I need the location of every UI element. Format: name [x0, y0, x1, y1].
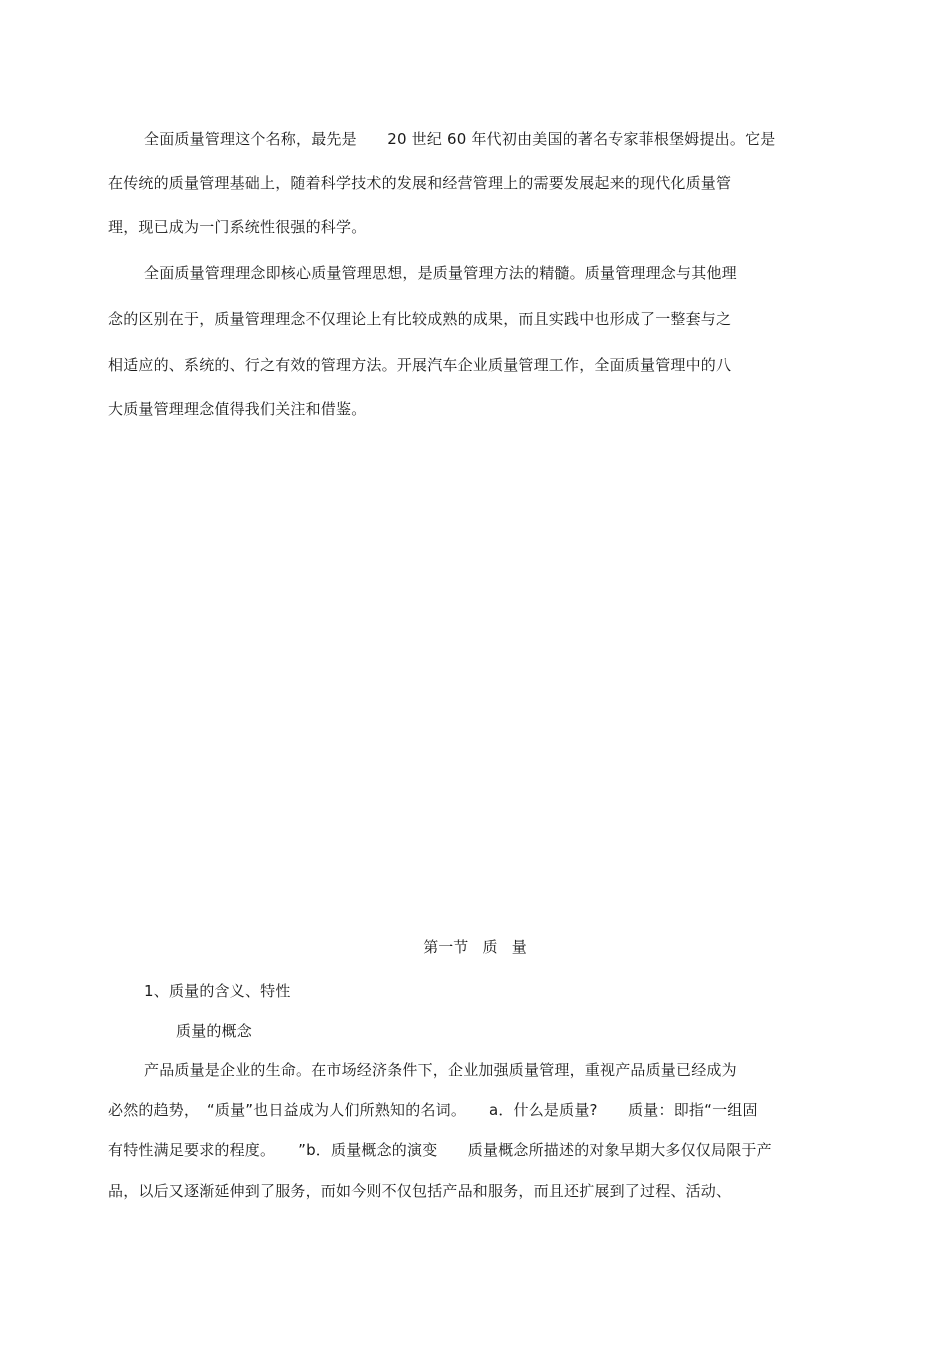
- paragraph-3-line-2: 必然的趋势， “质量”也日益成为人们所熟知的名词。 a．什么是质量? 质量：即指“一组固: [108, 1101, 758, 1119]
- paragraph-2-line-1: 全面质量管理理念即核心质量管理思想，是质量管理方法的精髓。质量管理理念与其他理: [144, 264, 737, 282]
- paragraph-2-line-2: 念的区别在于，质量管理理念不仅理论上有比较成熟的成果，而且实践中也形成了一整套与之: [108, 310, 732, 328]
- section-subheading: 1、质量的含义、特性: [144, 982, 291, 1000]
- paragraph-3-line-3: 有特性满足要求的程度。 ”b．质量概念的演变 质量概念所描述的对象早期大多仅仅局限于产: [108, 1141, 772, 1159]
- paragraph-1-line-2: 在传统的质量管理基础上，随着科学技术的发展和经营管理上的需要发展起来的现代化质量管: [108, 174, 732, 192]
- paragraph-3-line-4: 品，以后又逐渐延伸到了服务，而如今则不仅包括产品和服务，而且还扩展到了过程、活动、: [108, 1182, 732, 1200]
- paragraph-3-line-1: 产品质量是企业的生命。在市场经济条件下，企业加强质量管理，重视产品质量已经成为: [144, 1061, 737, 1079]
- paragraph-2-line-4: 大质量管理理念值得我们关注和借鉴。: [108, 400, 367, 418]
- paragraph-1-line-3: 理，现已成为一门系统性很强的科学。: [108, 218, 367, 236]
- paragraph-1-line-1: 全面质量管理这个名称，最先是 20 世纪 60 年代初由美国的著名专家菲根堡姆提出。它是: [144, 130, 776, 148]
- paragraph-2-line-3: 相适应的、系统的、行之有效的管理方法。开展汽车企业质量管理工作，全面质量管理中的八: [108, 356, 732, 374]
- section-subsubheading: 质量的概念: [176, 1022, 253, 1040]
- section-title: 第一节 质 量: [423, 938, 527, 956]
